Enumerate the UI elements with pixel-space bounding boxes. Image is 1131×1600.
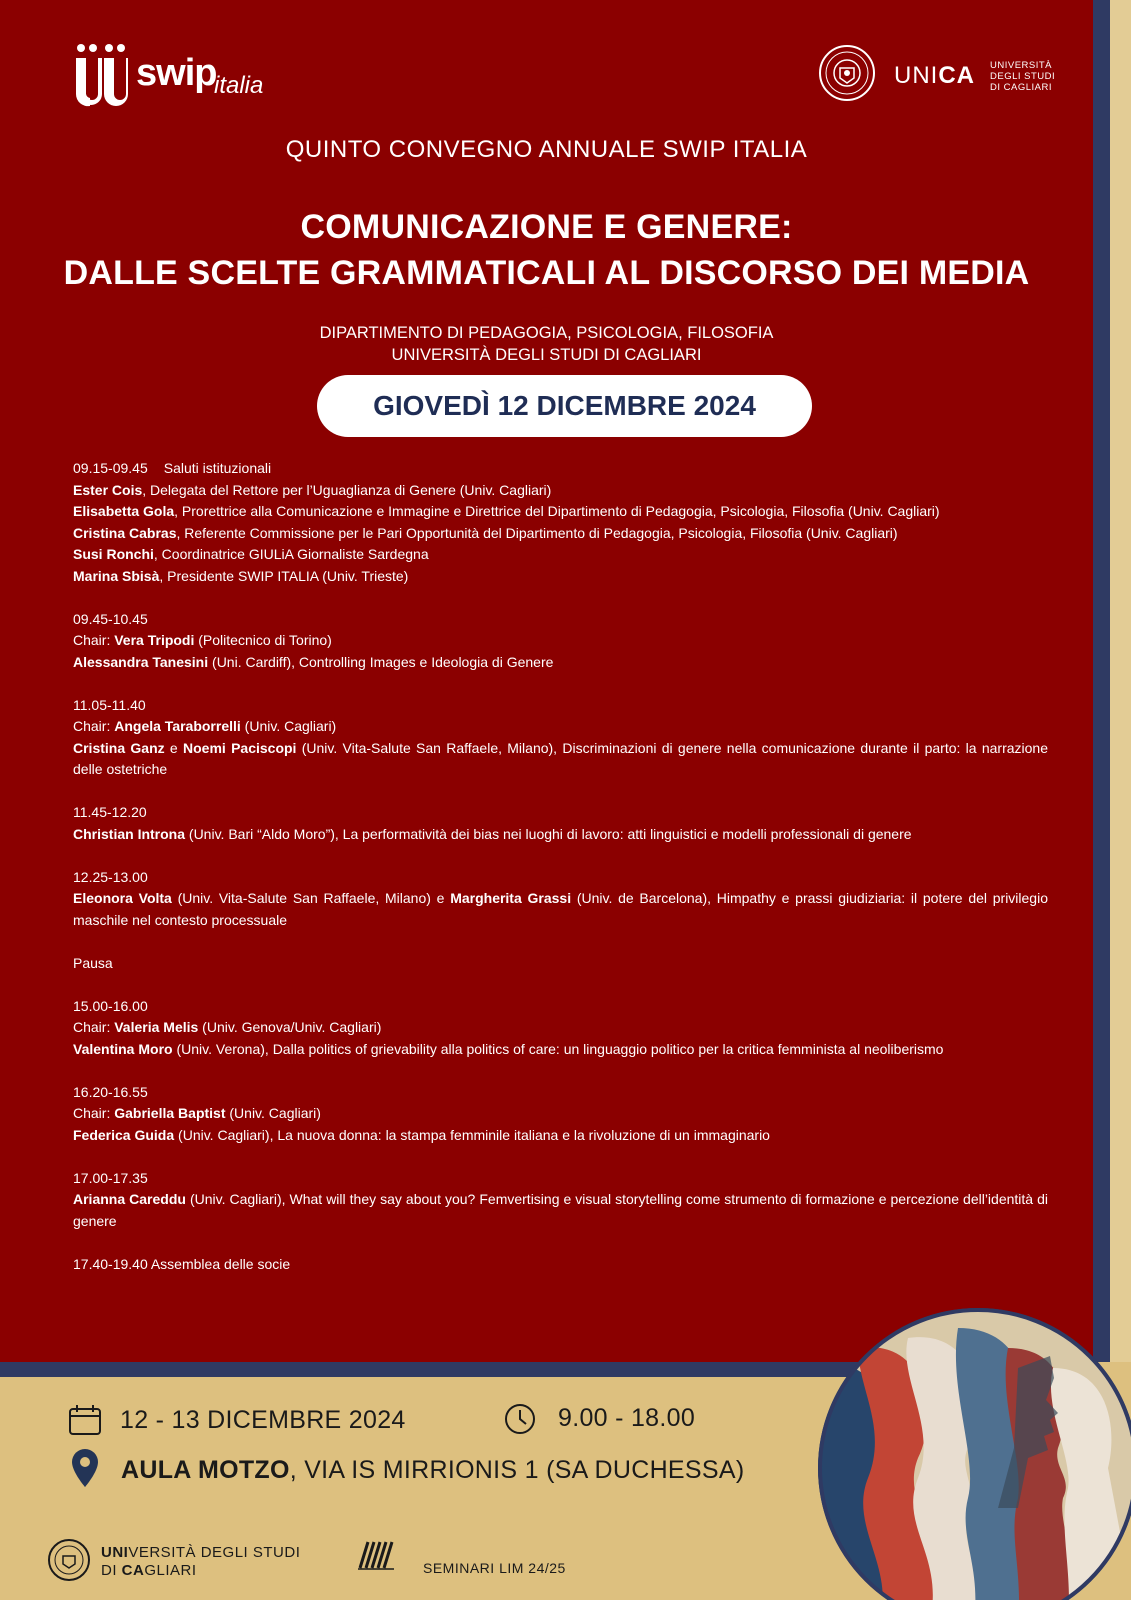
speaker-details: (Univ. Cagliari) [240, 718, 337, 734]
speaker-details: , Delegata del Rettore per l’Uguaglianza di Genere (Univ. Cagliari) [142, 481, 552, 498]
session-line [73, 1017, 1048, 1039]
program-session [73, 458, 1048, 587]
unica-sub-line: DI CAGLIARI [990, 82, 1052, 93]
program-session [73, 1168, 1048, 1233]
title-line: COMUNICAZIONE E GENERE: [300, 208, 793, 246]
right-navy-strip [1093, 0, 1110, 1362]
event-dates: 12 - 13 DICEMBRE 2024 [120, 1406, 406, 1434]
speaker-details: e [164, 739, 183, 756]
speaker-name: Ester Cois [73, 481, 143, 498]
session-time: 17.00-17.35 [73, 1169, 148, 1186]
department-line: DIPARTIMENTO DI PEDAGOGIA, PSICOLOGIA, FILOSOFIA [319, 324, 774, 342]
speaker-details: Chair: [73, 718, 115, 734]
session-line [73, 523, 1048, 545]
speaker-name: Cristina Cabras [73, 524, 177, 541]
speaker-name: Gabriella Baptist [114, 1105, 226, 1121]
speaker-name: Cristina Ganz [73, 739, 165, 756]
swip-suffix: italia [214, 72, 264, 99]
speaker-details: (Univ. Vita-Salute San Raffaele, Milano) e [171, 890, 451, 906]
unica-name-prefix: UNI [894, 62, 939, 89]
session-line [73, 1189, 1048, 1232]
unica-subtitle [990, 60, 1055, 93]
session-line [73, 738, 1048, 781]
speaker-name: Vera Tripodi [114, 632, 195, 648]
program-session [73, 609, 1048, 674]
session-line [73, 1103, 1048, 1125]
session-line [73, 566, 1048, 588]
speaker-details: , Presidente SWIP ITALIA (Univ. Trieste) [159, 567, 409, 584]
speaker-details: Chair: [73, 1019, 115, 1035]
speaker-details: Chair: [73, 1105, 115, 1121]
session-label: Saluti istituzionali [163, 460, 272, 476]
speaker-details: (Univ. de Barcelona), Himpathy e prassi giudiziaria: il potere del privilegio maschile nel contesto processuale [73, 890, 1048, 928]
session-line [73, 824, 1048, 846]
session-line [73, 652, 1048, 674]
speaker-name: Eleonora Volta [73, 890, 172, 906]
footer-unica-name [101, 1544, 300, 1580]
event-hours: 9.00 - 18.00 [558, 1404, 696, 1432]
session-time: 16.20-16.55 [73, 1083, 148, 1100]
unica-name-bold: CA [938, 62, 976, 89]
seminari-lim-label: SEMINARI LIM 24/25 [423, 1560, 566, 1576]
session-time: 15.00-16.00 [73, 997, 148, 1014]
program-session [73, 953, 1048, 975]
right-cream-strip [1110, 0, 1131, 1362]
program-session [73, 996, 1048, 1061]
session-line [73, 1039, 1048, 1061]
title-line: DALLE SCELTE GRAMMATICALI AL DISCORSO DEI MEDIA [63, 254, 1030, 292]
speaker-details: (Univ. Bari “Aldo Moro”), La performatività dei bias nei luoghi di lavoro: atti linguistici e modelli professionali di genere [185, 825, 912, 842]
location-pin-icon [70, 1448, 100, 1488]
clock-icon [504, 1403, 536, 1435]
university-seal-icon [818, 44, 876, 102]
session-time: 09.15-09.45 Saluti istituzionali [73, 460, 272, 476]
session-time: 12.25-13.00 [73, 868, 148, 885]
speaker-name: UNI [101, 1544, 129, 1561]
department-info [0, 322, 1093, 366]
speaker-name: Federica Guida [73, 1126, 175, 1143]
session-line [73, 716, 1048, 738]
session-line [73, 544, 1048, 566]
venue-address [121, 1456, 744, 1485]
session-line [73, 480, 1048, 502]
speaker-name: Elisabetta Gola [73, 503, 175, 519]
speaker-name: Marina Sbisà [73, 567, 160, 584]
speaker-details: (Politecnico di Torino) [194, 632, 332, 648]
speaker-name: CA [121, 1562, 145, 1579]
speaker-details: (Univ. Vita-Salute San Raffaele, Milano), Discriminazioni di genere nella comunicazione durante il parto: la narrazione delle ostetriche [73, 739, 1048, 777]
speaker-details: , Referente Commissione per le Pari Opportunità del Dipartimento di Pedagogia, Psicologia, Filosofia (Univ. Cagliari) [176, 524, 898, 541]
date-pill: GIOVEDÌ 12 DICEMBRE 2024 [317, 375, 812, 437]
speaker-details: (Univ. Cagliari), La nuova donna: la stampa femminile italiana e la rivoluzione di un immaginario [174, 1126, 770, 1143]
program-schedule [73, 458, 1048, 1297]
calendar-icon [68, 1404, 102, 1436]
session-time: Pausa [73, 954, 113, 971]
speaker-name: Valeria Melis [114, 1019, 199, 1035]
session-time: 09.45-10.45 [73, 610, 148, 627]
session-time: 11.45-12.20 [73, 804, 147, 820]
profiles-artwork [818, 1308, 1131, 1600]
program-session [73, 867, 1048, 932]
speaker-details: GLIARI [144, 1562, 197, 1579]
unica-name [894, 62, 975, 90]
unica-logo [818, 44, 1058, 108]
program-session [73, 802, 1048, 845]
footer-unica-logo [47, 1538, 317, 1586]
speaker-name: Susi Ronchi [73, 546, 154, 562]
venue-street: , VIA IS MIRRIONIS 1 (SA DUCHESSA) [289, 1456, 745, 1484]
session-line [73, 501, 1048, 523]
speaker-name: Alessandra Tanesini [73, 653, 209, 670]
footer-unica-line [101, 1544, 300, 1562]
speaker-details: Chair: [73, 632, 115, 648]
speaker-details: VERSITÀ DEGLI STUDI [128, 1544, 301, 1561]
swip-wordmark: swip [136, 52, 217, 94]
speaker-details: DI [101, 1562, 122, 1579]
speaker-details: , Coordinatrice GIULiA Giornaliste Sardegna [153, 546, 429, 562]
conference-title [0, 204, 1093, 296]
speaker-name: Valentina Moro [73, 1040, 173, 1057]
unica-sub-line: UNIVERSITÀ [990, 60, 1053, 71]
program-session [73, 695, 1048, 781]
program-session [73, 1254, 1048, 1276]
speaker-details: (Univ. Genova/Univ. Cagliari) [198, 1019, 382, 1035]
program-session [73, 1082, 1048, 1147]
conference-subtitle: QUINTO CONVEGNO ANNUALE SWIP ITALIA [285, 136, 808, 163]
session-time: 17.40-19.40 Assemblea delle socie [73, 1255, 291, 1272]
venue-name: AULA MOTZO [121, 1456, 290, 1484]
speaker-name: Angela Taraborrelli [114, 718, 241, 734]
speaker-name: Noemi Paciscopi [183, 739, 297, 756]
unica-sub-line: DEGLI STUDI [990, 71, 1056, 82]
swip-italia-logo [72, 42, 302, 112]
session-time: 11.05-11.40 [73, 696, 146, 713]
speaker-name: Christian Introna [73, 825, 186, 842]
speaker-name: Margherita Grassi [450, 890, 572, 906]
speaker-details: (Univ. Cagliari), What will they say about you? Femvertising e visual storytelling come strumento di formazione e percezione dell’identità di genere [73, 1191, 1048, 1229]
university-line: UNIVERSITÀ DEGLI STUDI DI CAGLIARI [391, 346, 702, 364]
speaker-details: (Univ. Verona), Dalla politics of grievability alla politics of care: un linguaggio politico per la critica femminista al neoliberismo [172, 1040, 944, 1057]
speaker-name: Arianna Careddu [73, 1191, 186, 1207]
footer-unica-line [101, 1562, 300, 1580]
session-line [73, 888, 1048, 931]
session-line [73, 1125, 1048, 1147]
footer-seal-icon [47, 1538, 91, 1582]
lim-logo-icon [356, 1538, 396, 1572]
session-line [73, 630, 1048, 652]
speaker-details: (Univ. Cagliari) [225, 1105, 321, 1121]
speaker-details: , Prorettrice alla Comunicazione e Immagine e Direttrice del Dipartimento di Pedagogia, Psicologia, Filosofia (Univ. Cagliari) [174, 503, 940, 519]
speaker-details: (Uni. Cardiff), Controlling Images e Ideologia di Genere [208, 653, 554, 670]
